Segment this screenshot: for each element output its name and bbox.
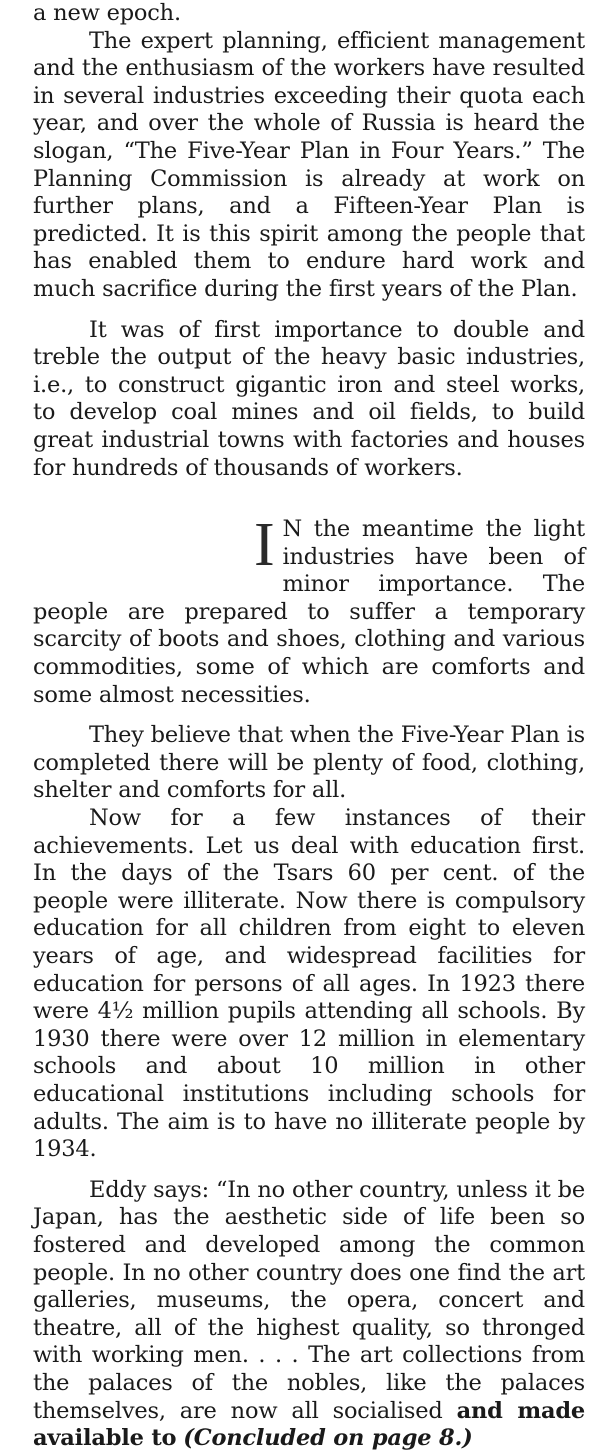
paragraph-education: Now for a few instances of their achievements. Let us deal with education first. In the days of the Tsars 60 per cent. of the people were illiterate. Now there is compulsory education for all children from eight to eleven years of age, and widespread facilities for education for persons of all ages. In 1923 there were 4½ million pupils attending all schools. By 1930 there were over 12 million in elementary schools and about 10 million in other educational institutions including schools for adults. The aim is to have no illiterate people by 1934. bbox=[33, 805, 585, 1163]
eddy-quote-end: and made available to bbox=[33, 1397, 585, 1452]
drop-cap: I bbox=[254, 511, 275, 580]
paragraph-heavy-industries: It was of first importance to double and treble the output of the heavy basic industries, i.e., to construct gigantic iron and steel works, to develop coal mines and oil fields, to build great industrial towns with factories and houses for hundreds of thousands of workers. bbox=[33, 316, 585, 481]
paragraph-opening-fragment: a new epoch. bbox=[33, 0, 181, 26]
paragraph-plenty-for-all: They believe that when the Five-Year Plan is completed there will be plenty of food, clothing, shelter and comforts for all. bbox=[33, 722, 585, 804]
section-spacer bbox=[33, 482, 585, 516]
paragraph-light-industries-text: N the meantime the light industries have been of minor importance. The people are prepared to suffer a temporary scarcity of boots and shoes, clothing and various commodities, some of which are comforts and some almost necessities. bbox=[33, 516, 585, 708]
paragraph-five-year-plan: The expert planning, efficient management and the enthusiasm of the workers have resulted in several industries exceeding their quota each year, and over the whole of Russia is heard the slogan, “The Five-Year Plan in Four Years.” The Planning Commission is already at work on further plans, and a Fifteen-Year Plan is predicted. It is this spirit among the people that has enabled them to endure hard work and much sacrifice during the first years of the Plan. bbox=[33, 27, 585, 302]
continuation-note: (Concluded on page 8.) bbox=[183, 1425, 473, 1452]
paragraph-eddy-quote bbox=[33, 1177, 585, 1453]
eddy-quote-text: Eddy says: “In no other country, unless it be Japan, has the aesthetic side of life been so fostered and developed among the common people. In no other country does one find the art galleries, museums, the opera, concert and theatre, all of the highest quality, so thronged with working men. . . . The art collections from the palaces of the nobles, like the palaces themselves, are now all socialised bbox=[33, 1176, 585, 1424]
paragraph-light-industries bbox=[33, 511, 585, 709]
